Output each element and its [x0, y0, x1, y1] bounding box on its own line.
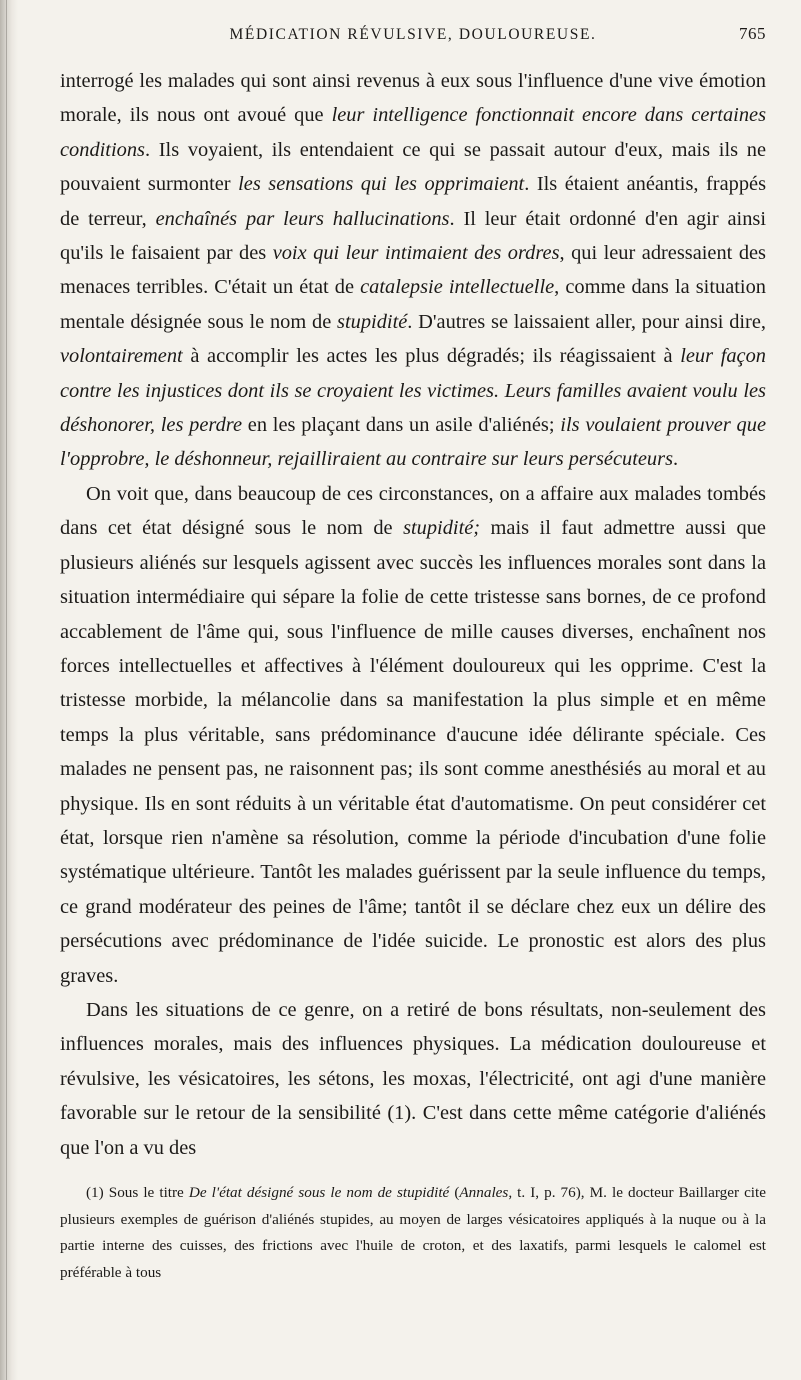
text-run: mais il faut admettre aussi que plusieurs aliénés sur lesquels agissent avec succès les influences morales sont dans la situation intermédiaire qui sépare la folie de cette tristesse sans bornes, de ce profond accablement de l'âme qui, sous l'influence de mille causes diverses, enchaînent nos forces intellectuelles et affectives à l'élément douloureux qui les opprime. C'est la tristesse morbide, la mélancolie dans sa manifestation la plus simple et en même temps la plus véritable, sans prédominance d'aucune idée délirante spéciale. Ces malades ne pensent pas, ne raisonnent pas; ils sont comme anesthésiés au moral et au physique. Ils en sont réduits à un véritable état d'automatisme. On peut considérer cet état, lorsque rien n'amène sa résolution, comme la période d'incubation d'une folie systématique ultérieure. Tantôt les malades guérissent par la seule influence du temps, ce grand modérateur des peines de l'âme; tantôt il se déclare chez eux un délire des persécutions avec prédominance de l'idée suicide. Le pronostic est alors des plus graves. — [60, 517, 766, 987]
binding-edge — [0, 0, 18, 1380]
text-run: à accomplir les actes les plus dégradés; ils réagissaient à — [182, 345, 681, 368]
text-run: . D'autres se laissaient aller, pour ainsi dire, — [407, 310, 766, 333]
italic-phrase: voix qui leur intimaient des ordres — [272, 242, 560, 265]
text-run: . — [673, 448, 679, 471]
text-run: en les plaçant dans un asile d'aliénés; — [242, 414, 561, 437]
text-run: , comme dans la situation mentale désignée sous le nom de — [60, 276, 766, 333]
binding-line — [6, 0, 7, 1380]
footnote-text: ( — [449, 1184, 460, 1201]
text-run: . Ils étaient anéantis, frappés de terreur, — [60, 173, 767, 230]
italic-phrase: leur intelligence fonctionnait encore dans certaines conditions — [60, 104, 767, 161]
paragraph — [60, 993, 766, 1165]
text-run: . Ils voyaient, ils entendaient ce qui se passait autour d'eux, mais ils ne pouvaient surmonter — [60, 138, 766, 196]
text-run: , qui leur adressaient des menaces terribles. C'était un état de — [60, 242, 766, 299]
italic-phrase: enchaînés par leurs hallucinations — [155, 207, 450, 230]
italic-phrase: les sensations qui les opprimaient — [238, 173, 525, 196]
paragraph-continuation — [60, 64, 766, 477]
body-text — [60, 64, 766, 1165]
footnote-text: (1) Sous le titre — [86, 1184, 189, 1201]
text-run: . Il leur était ordonné d'en agir ainsi qu'ils le faisaient par des — [60, 207, 766, 265]
text-run: On voit que, dans beaucoup de ces circonstances, on a affaire aux malades tombés dans cet état désigné sous le nom de — [60, 482, 766, 540]
italic-phrase: volontairement — [60, 345, 183, 368]
footnote-text: , t. I, p. 76), M. le docteur Baillarger cite plusieurs exemples de guérison d'aliénés stupides, au moyen de larges vésicatoires appliqués à la nuque ou à la partie interne des cuisses, des frictions avec l'huile de croton, et des laxatifs, parmi lesquels le calomel est préférable à tous — [60, 1184, 766, 1281]
italic-phrase: leur façon contre les injustices dont ils se croyaient les victimes. Leurs familles avaient voulu les déshonorer, les perdre — [60, 345, 767, 437]
footnote-italic: De l'état désigné sous le nom de stupidité — [188, 1184, 450, 1201]
running-head — [60, 20, 766, 64]
italic-phrase: stupidité; — [403, 517, 481, 540]
italic-phrase: ils voulaient prouver que l'opprobre, le déshonneur, rejailliraient au contraire sur leurs persécuteurs — [60, 414, 766, 471]
page-number: 765 — [739, 24, 766, 43]
italic-phrase: stupidité — [337, 310, 408, 333]
paragraph — [60, 477, 766, 993]
text-run: Dans les situations de ce genre, on a retiré de bons résultats, non-seulement des influences morales, mais des influences physiques. La médication douloureuse et révulsive, les vésicatoires, les sétons, les moxas, l'électricité, ont agi d'une manière favorable sur le retour de la sensibilité (1). C'est dans cette même catégorie d'aliénés que l'on a vu des — [60, 998, 766, 1159]
footnote-italic: Annales — [459, 1184, 509, 1201]
italic-phrase: catalepsie intellectuelle — [360, 276, 555, 299]
running-title: MÉDICATION RÉVULSIVE, DOULOUREUSE. — [229, 26, 597, 43]
text-run: interrogé les malades qui sont ainsi revenus à eux sous l'influence d'une vive émotion morale, ils nous ont avoué que — [60, 70, 766, 127]
footnote — [60, 1180, 766, 1286]
book-page — [60, 20, 766, 1286]
